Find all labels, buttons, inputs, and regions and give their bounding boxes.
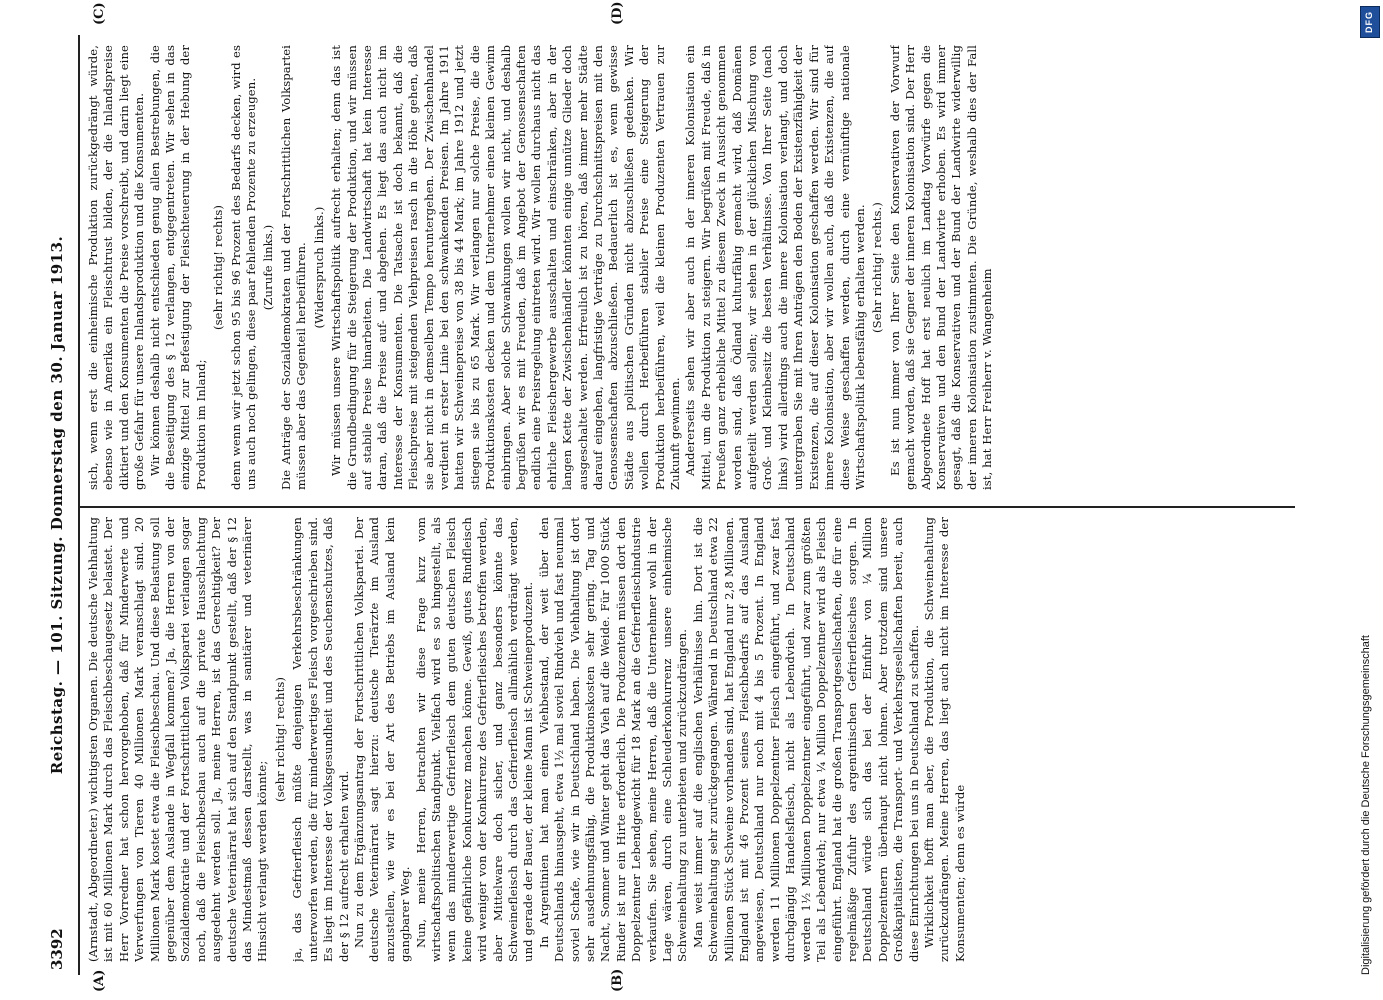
paragraph: Nun, meine Herren, betrachten wir diese Frage kurz vom wirtschaftspolitischen Standpunkt. Vielfach wird es so hingestellt, als wenn das minderwertige Gefrierfleisch dem guten deutschen Fleisch keine gefährliche Konkurrenz machen könne. Gewiß, gutes Rindfleisch wird weniger von der Konkurrenz des Gefrierfleisches betroffen werden, aber Mittelware doch sicher, und ganz besonders könnte das Schweinefleisch durch das Gefrierfleisch allmählich verdrängt werden, und gerade der Bauer, der kleine Mann ist Schweineproduzent. (413, 517, 536, 962)
page-number: 3392 (48, 928, 66, 970)
paragraph: (Arnstadt, Abgeordneter.) wichtigsten Organen. Die deutsche Viehhaltung ist mit 60 Millionen Mark durch das Fleischbeschaugesetz belastet. Der Herr Vorredner hat schon hervorgehoben, daß für Minderwerte und Verwerfungen von Tieren 40 Millionen Mark veranschlagt sind. 20 Millionen Mark kostet etwa die Fleischbeschau. Und diese Belastung soll gegenüber dem Auslande in Wegfall kommen? Ja, die Herren von der Sozialdemokratie und der Fortschrittlichen Volkspartei verlangen sogar noch, daß die Fleischbeschau auch auf die private Hausschlachtung ausgedehnt werden soll. Ja, meine Herren, ist das Gerechtigkeit? Der deutsche Veterinärrat hat sich auf den Standpunkt gestellt, daß der § 12 das Mindestmaß dessen darstellt, was in sanitärer und veterinärer Hinsicht verlangt werden könnte; (86, 517, 270, 962)
margin-marker-c: (C) (92, 2, 107, 25)
paragraph: ja, das Gefrierfleisch müßte denjenigen Verkehrsbeschränkungen unterworfen werden, die für minderwertiges Fleisch vorgeschrieben sind. Es liegt im Interesse der Volksgesundheit und des Seuchenschutzes, daß der § 12 aufrecht erhalten wird. (290, 517, 351, 962)
paragraph: Wir können deshalb nicht entschieden genug allen Bestrebungen, die die Beseitigung des § 12 verlangen, entgegentreten. Wir sehen in das einzige Mittel zur Befestigung der Fleischteuerung in der Hebung der Produktion im Inland; (147, 45, 208, 490)
margin-marker-a: (A) (92, 969, 107, 992)
paragraph: Wir müssen unsere Wirtschaftspolitik aufrecht erhalten; denn das ist die Grundbedingung für die Steigerung der Produktion, und wir müssen auf stabile Preise hinarbeiten. Die Landwirtschaft hat kein Interesse daran, daß die Preise auf- und abgehen. Es liegt das auch nicht im Interesse der Konsumenten. Die Tatsache ist doch bekannt, daß die Fleischpreise mit steigenden Viehpreisen rasch in die Höhe gehen, daß sie aber nicht in demselben Tempo heruntergehen. Der Zwischenhandel verdient in erster Linie bei den schwankenden Preisen. Im Jahre 1911 hatten wir Schweinepreise von 38 bis 44 Mark; im Jahre 1912 und jetzt stiegen sie bis zu 65 Mark. Wir verlangen nur solche Preise, die die Produktionskosten decken und dem Unternehmer einen kleinen Gewinn einbringen. Aber solche Schwankungen wollen wir nicht, und deshalb begrüßen wir es mit Freuden, daß im Angebot der Genossenschaften endlich eine Preisregelung eintreten wird. Wir wollen durchaus nicht das ehrliche Fleischergewerbe ausschalten und einschränken, aber in der langen Kette der Zwischenhändler könnten einige unnütze Glieder doch ausgeschaltet werden. Erfreulich ist zu hören, daß immer mehr Städte darauf eingehen, langfristige Verträge zu Durchschnittspreisen mit den Genossenschaften abzuschließen. Bedauerlich ist es, wenn gewisse Städte aus politischen Gründen nicht abzuschließen gedenken. Wir wollen durch Herbeiführen stabiler Preise eine Steigerung der Produktion herbeiführen, weil die kleinen Produzenten Vertrauen zur Zukunft gewinnen. (329, 45, 683, 490)
paragraph: Wirklichkeit hofft man aber, die Produktion, die Schweinehaltung zurückzudrängen. Meine Herren, das liegt auch nicht im Interesse der Konsumenten; denn es würde (921, 517, 967, 962)
interjection: (Sehr richtig! rechts.) (870, 202, 885, 333)
right-text-column (86, 45, 1291, 490)
paragraph: sich, wenn erst die einheimische Produktion zurückgedrängt würde, ebenso wie in Amerika ein Fleischtrust bilden, der die Inlandspreise diktiert und den Konsumenten die Preise vorschreibt, und darin liegt eine große Gefahr für unsere Inlandsproduktion und die Konsumenten. (86, 45, 147, 490)
interjection: (sehr richtig! rechts) (211, 204, 226, 331)
paragraph: In Argentinien hat man einen Viehbestand, der weit über den Deutschlands hinausgeht, etwa 1½ mal soviel Rindvieh und fast neunmal soviel Schafe, wie wir in Deutschland haben. Die Viehhaltung ist dort sehr ausdehnungsfähig, die Produktionskosten sehr gering. Tag und Nacht, Sommer und Winter geht das Vieh auf die Weide. Für 1000 Stück Rinder ist nur ein Hirte erforderlich. Die Produzenten müssen dort den Doppelzentner Lebendgewicht für 18 Mark an die Gefrierfleischindustrie verkaufen. Sie sehen, meine Herren, daß die Unternehmer wohl in der Lage wären, durch eine Schleuderkonkurrenz unsere einheimische Schweinehaltung zu unterbieten und zurückzudrängen. (536, 517, 690, 962)
header-rule (78, 35, 80, 975)
dfg-logo-text: DFG (1364, 11, 1374, 33)
margin-marker-d: (D) (610, 1, 625, 25)
margin-marker-b: (B) (610, 968, 625, 992)
page-running-title: Reichstag. — 101. Sitzung. Donnerstag den 30. Januar 1913. (48, 235, 66, 775)
paragraph: Die Anträge der Sozialdemokraten und der Fortschrittlichen Volkspartei müssen aber das Gegenteil herbeiführen. (278, 45, 309, 490)
dfg-logo (1360, 6, 1380, 38)
paragraph: Es ist nun immer von Ihrer Seite den Konservativen der Vorwurf gemacht worden, daß sie Gegner der inneren Kolonisation sind. Der Herr Abgeordnete Hoff hat erst neulich im Landtag Vorwürfe gegen die Konservativen und den Bund der Landwirte erhoben. Es wird immer gesagt, daß die Konservativen und der Bund der Landwirte widerwillig der inneren Kolonisation zustimmten. Die Gründe, weshalb dies der Fall ist, hat Herr Freiherr v. Wangenheim (887, 45, 995, 490)
paragraph: Nun zu dem Ergänzungsantrag der Fortschrittlichen Volkspartei. Der deutsche Veterinärrat sagt hierzu: deutsche Tierärzte im Ausland anzustellen, wie wir es bei der Art des Betriebs im Ausland kein gangbarer Weg. (351, 517, 413, 962)
interjection: (Widerspruch links.) (311, 206, 326, 329)
digitization-note (1357, 40, 1379, 980)
page-header (40, 40, 70, 970)
paragraph: denn wenn wir jetzt schon 95 bis 96 Prozent des Bedarfs decken, wird es uns auch noch gelingen, diese paar fehlenden Prozente zu erzeugen. (228, 45, 259, 490)
digitization-note-text: Digitalisierung gefördert durch die Deutsche Forschungsgemeinschaft (1360, 635, 1372, 975)
paragraph: Man weist immer auf die englischen Verhältnisse hin. Dort ist die Schweinehaltung sehr zurückgegangen. Während in Deutschland etwa 22 Millionen Stück Schweine vorhanden sind, hat England nur 2,8 Millionen. England ist mit 46 Prozent seines Fleischbedarfs auf das Ausland angewiesen, Deutschland nur noch mit 4 bis 5 Prozent. In England werden 11 Millionen Doppelzentner Fleisch eingeführt, und zwar fast durchgängig Handelsfleisch, nicht als Lebendvieh. In Deutschland werden 1½ Millionen Doppelzentner eingeführt, und zwar zum größten Teil als Lebendvieh; nur etwa ¼ Million Doppelzentner wird als Fleisch eingeführt. England hat die großen Transportgesellschaften, die für eine regelmäßige Zufuhr des argentinischen Gefrierfleisches sorgen. In Deutschland würde sich das bei der Einfuhr von ¼ Million Doppelzentnern überhaupt nicht lohnen. Aber trotzdem sind unsere Großkapitalisten, die Transport- und Verkehrsgesellschaften bereit, auch diese Einrichtungen bei uns in Deutschland zu schaffen. (690, 517, 921, 962)
paragraph: Andererseits sehen wir aber auch in der inneren Kolonisation ein Mittel, um die Produktion zu steigern. Wir begrüßen mit Freude, daß in Preußen ganz erhebliche Mittel zu diesem Zweck in Aussicht genommen worden sind, daß Ödland kulturfähig gemacht wird, daß Domänen aufgeteilt werden sollen; wir sehen in der glücklichen Mischung von Groß- und Kleinbesitz die besten Verhältnisse. Von Ihrer Seite (nach links) wird allerdings auch die innere Kolonisation verlangt, und doch untergraben Sie mit Ihren Anträgen den Boden der Existenzfähigkeit der Existenzen, die auf dieser Kolonisation geschaffen werden. Wir sind für innere Kolonisation, aber wir wollen auch, daß die Existenzen, die auf diese Weise geschaffen werden, durch eine vernünftige nationale Wirtschaftspolitik lebensfähig erhalten werden. (683, 45, 867, 490)
column-divider (80, 506, 1295, 508)
interjection: (sehr richtig! rechts) (272, 676, 287, 803)
interjection: (Zurufe links.) (261, 224, 276, 311)
left-text-column (86, 517, 1291, 962)
